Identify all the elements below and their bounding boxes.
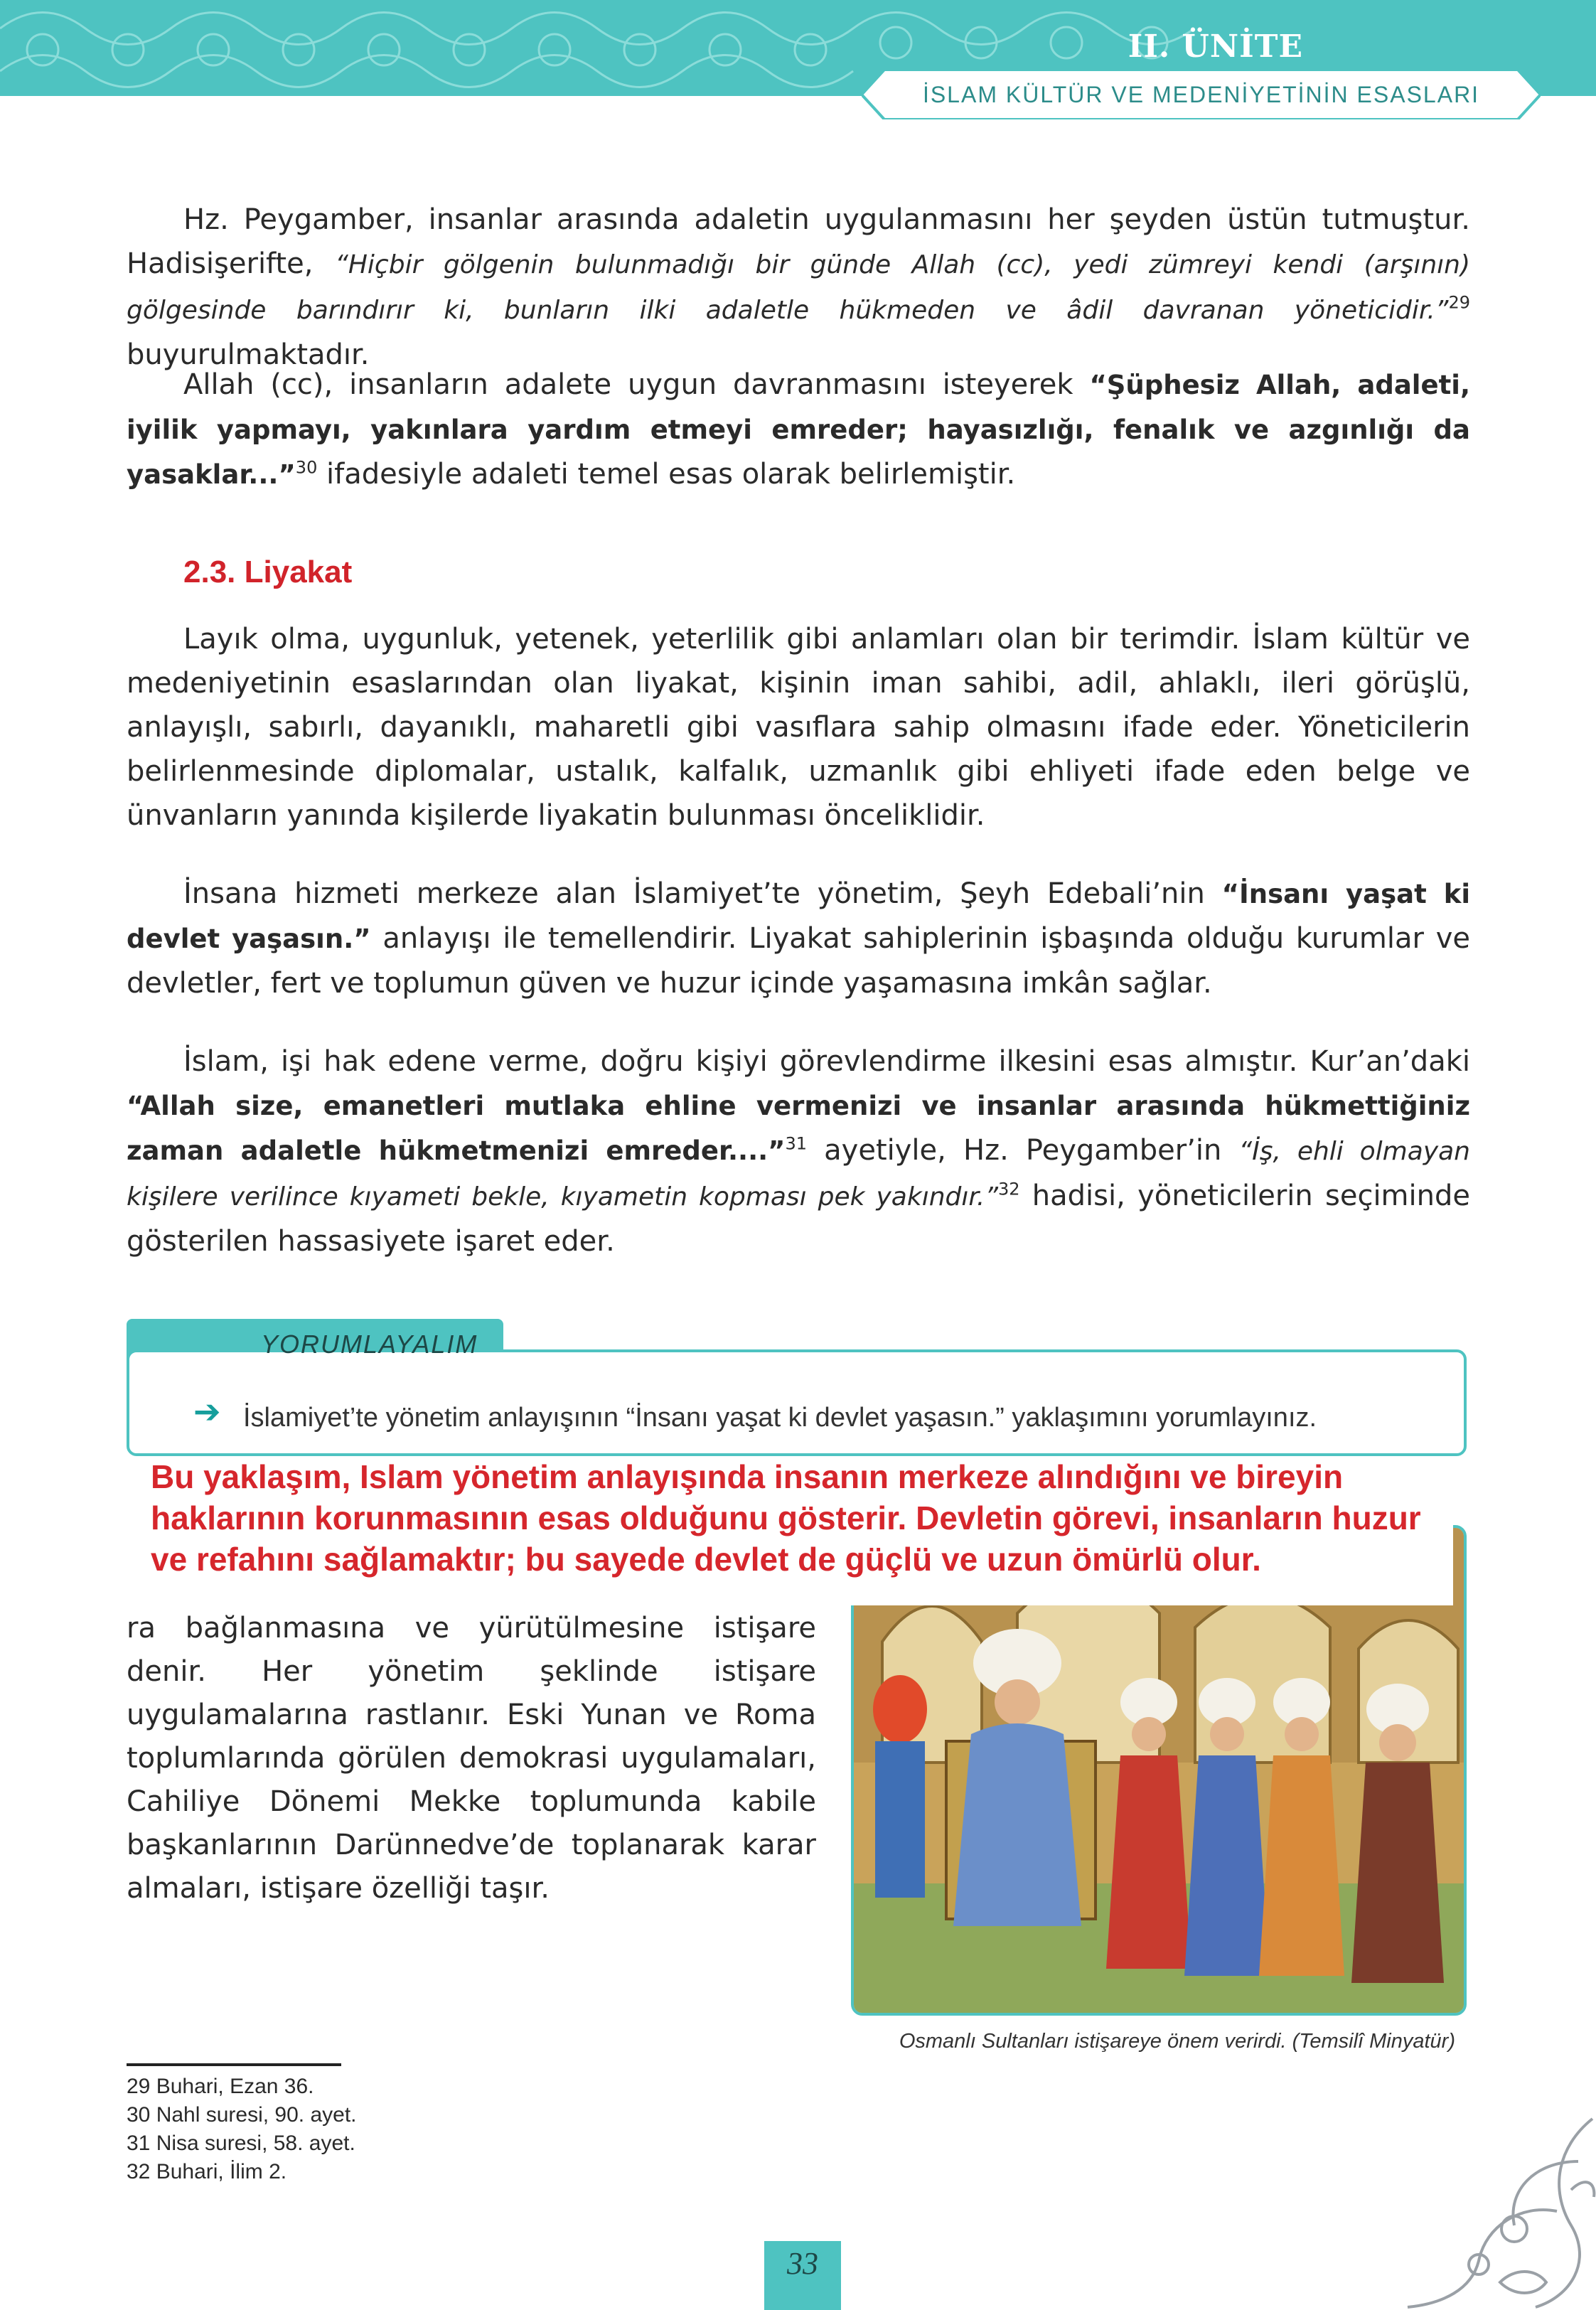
- image-caption: Osmanlı Sultanları istişareye önem verirdi. (Temsilî Minyatür): [899, 2030, 1455, 2053]
- footnote-31: 31 Nisa suresi, 58. ayet.: [127, 2132, 355, 2155]
- paragraph-emanet: [127, 1039, 1470, 1263]
- footnote-ref: 29: [1448, 292, 1470, 313]
- text: buyurulmaktadır.: [127, 338, 370, 371]
- yorumlayalim-label: YORUMLAYALIM: [261, 1330, 478, 1359]
- arrow-right-icon: ➔: [193, 1392, 221, 1431]
- footnote-ref: 31: [785, 1133, 808, 1154]
- unit-title: II. ÜNİTE: [1128, 28, 1303, 65]
- text: İslam, işi hak edene verme, doğru kişiyi görevlendirme ilkesini esas almıştır. Kur’an’daki: [183, 1045, 1470, 1078]
- answer-box: [127, 1456, 1453, 1605]
- text: ifadesiyle adaleti temel esas olarak belirlemiştir.: [317, 458, 1016, 491]
- yorumlayalim-question: İslamiyet’te yönetim anlayışının “İnsanı yaşat ki devlet yaşasın.” yaklaşımını yorumlayınız.: [243, 1403, 1317, 1433]
- footnote-ref: 32: [997, 1179, 1020, 1199]
- text: anlayışı ile temellendirir. Liyakat sahiplerinin işbaşında olduğu kurumlar ve devletler, fert ve toplumun güven ve huzur içinde yaşamasına imkân sağlar.: [127, 922, 1470, 1000]
- edebali-quote: “İnsanı yaşat ki devlet yaşasın.”: [127, 879, 1470, 954]
- paragraph-istisare: ra bağlanmasına ve yürütülmesine istişare denir. Her yönetim şeklinde istişare uygulamalarına rastlanır. Eski Yunan ve Roma toplumlarında görülen demokrasi uygulamaları, Cahiliye Dönemi Mekke toplumunda kabile başkanlarının Darünnedve’de toplanarak karar almaları, istişare özelliği taşır.: [127, 1612, 816, 1905]
- footnote-divider: [127, 2063, 341, 2066]
- paragraph-liyakat-tanim: Layık olma, uygunluk, yetenek, yeterlilik gibi anlamları olan bir terimdir. İslam kültür ve medeniyetinin esaslarından olan liyakat, kişinin iman sahibi, adil, ahlaklı, ileri görüşlü, anlayışlı, sabırlı, dayanıklı, maharetli gibi vasıflara sahip olmasını ifade eder. Yöneticilerin belirlenmesinde diplomalar, ustalık, kalfalık, uzmanlık gibi ehliyeti ifade eden belge ve ünvanların yanında kişilerde liyakatin bulunması önceliklidir.: [127, 623, 1470, 832]
- unit-subtitle: İSLAM KÜLTÜR VE MEDENİYETİNİN ESASLARI: [922, 82, 1480, 107]
- paragraph-adalet-ayet: [127, 363, 1470, 497]
- answer-text: Bu yaklaşım, Islam yönetim anlayışında insanın merkeze alındığını ve bireyin haklarının korunmasının esas olduğunu gösterir. Devletin görevi, insanların huzur ve refahını sağlamaktır; bu sayede devlet de güçlü ve uzun ömürlü olur.: [151, 1458, 1421, 1578]
- text: Hz. Peygamber, insanlar arasında adaletin uygulanmasını her şeyden üstün tutmuştur. Hadisişerifte,: [127, 203, 1470, 280]
- footnote-ref: 30: [295, 457, 318, 478]
- footnote-30: 30 Nahl suresi, 90. ayet.: [127, 2103, 357, 2127]
- paragraph-adalet-hadis: [127, 198, 1470, 377]
- ayet-quote: “Allah size, emanetleri mutlaka ehline vermenizi ve insanlar arasında hükmettiğiniz zaman adaletle hükmetmenizi emreder....”: [127, 1091, 1470, 1166]
- section-heading: 2.3. Liyakat: [183, 555, 353, 589]
- footnotes: [127, 2073, 357, 2186]
- text: Allah (cc), insanların adalete uygun davranmasını isteyerek: [183, 368, 1090, 401]
- ayet-quote: “Şüphesiz Allah, adaleti, iyilik yapmayı, yakınlara yardım etmeyi emreder; hayasızlığı, fenalık ve azgınlığı da yasaklar...”: [127, 370, 1471, 490]
- hadith-quote: “Hiçbir gölgenin bulunmadığı bir günde Allah (cc), yedi zümreyi kendi (arşının) gölgesinde barındırır ki, bunların ilki adaletle hükmeden ve âdil davranan yöneticidir.”: [127, 250, 1471, 325]
- text: ayetiyle, Hz. Peygamber’in: [807, 1134, 1239, 1167]
- footnote-29: 29 Buhari, Ezan 36.: [127, 2075, 314, 2098]
- paragraph-edebali: [127, 872, 1470, 1005]
- hadith-quote: “İş, ehli olmayan kişilere verilince kıyameti bekle, kıyametin kopması pek yakındır.”: [127, 1137, 1470, 1212]
- footnote-32: 32 Buhari, İlim 2.: [127, 2160, 287, 2183]
- text: hadisi, yöneticilerin seçiminde gösterilen hassasiyete işaret eder.: [127, 1180, 1470, 1258]
- text: İnsana hizmeti merkeze alan İslamiyet’te yönetim, Şeyh Edebali’nin: [183, 877, 1222, 910]
- floral-ornament-icon: [1393, 2105, 1596, 2310]
- page-number: 33: [787, 2246, 818, 2281]
